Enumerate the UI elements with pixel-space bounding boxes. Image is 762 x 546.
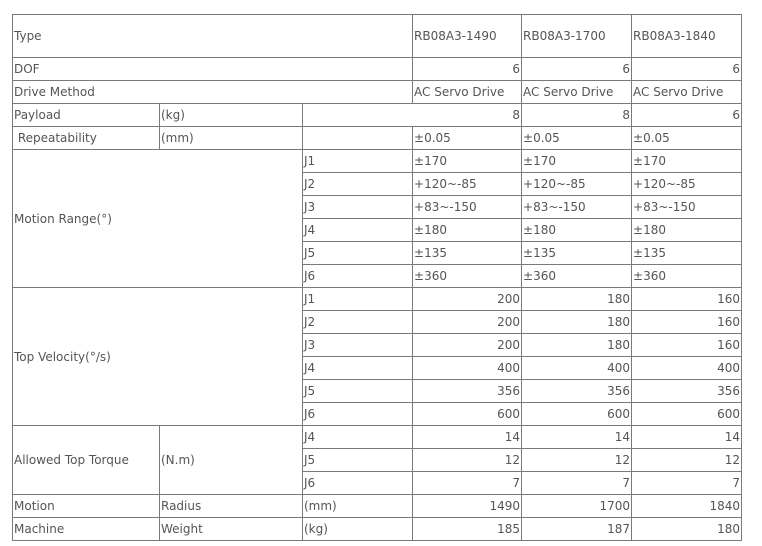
drive-value: AC Servo Drive	[632, 81, 742, 104]
motion-range-value: ±360	[632, 265, 742, 288]
motion-range-value: ±135	[522, 242, 632, 265]
payload-value: 8	[522, 104, 632, 127]
payload-label: Payload	[13, 104, 160, 127]
motion-range-value: ±180	[632, 219, 742, 242]
repeatability-value: ±0.05	[522, 127, 632, 150]
table-row-top-velocity	[13, 288, 742, 311]
radius-value: 1700	[522, 495, 632, 518]
joint-label: J2	[303, 311, 413, 334]
torque-label: Allowed Top Torque	[13, 426, 160, 495]
top-velocity-value: 400	[632, 357, 742, 380]
motion-range-label: Motion Range(°)	[13, 150, 303, 288]
torque-value: 12	[413, 449, 522, 472]
torque-value: 12	[632, 449, 742, 472]
weight-unit: (kg)	[303, 518, 413, 541]
motion-range-value: +120~-85	[413, 173, 522, 196]
top-velocity-value: 600	[632, 403, 742, 426]
top-velocity-value: 160	[632, 288, 742, 311]
motion-range-value: ±170	[413, 150, 522, 173]
motion-label: Motion	[13, 495, 160, 518]
joint-label: J3	[303, 196, 413, 219]
drive-value: AC Servo Drive	[522, 81, 632, 104]
torque-value: 14	[413, 426, 522, 449]
table-row-machine-weight	[13, 518, 742, 541]
spec-table	[12, 14, 742, 541]
joint-label: J6	[303, 403, 413, 426]
radius-value: 1840	[632, 495, 742, 518]
motion-range-value: ±360	[522, 265, 632, 288]
top-velocity-value: 180	[522, 288, 632, 311]
joint-label: J1	[303, 288, 413, 311]
motion-range-value: ±170	[632, 150, 742, 173]
weight-value: 180	[632, 518, 742, 541]
table-row-type	[13, 15, 742, 58]
joint-label: J2	[303, 173, 413, 196]
payload-value: 6	[632, 104, 742, 127]
radius-unit: (mm)	[303, 495, 413, 518]
model-header: RB08A3-1840	[632, 15, 742, 58]
top-velocity-value: 356	[413, 380, 522, 403]
motion-range-value: ±360	[413, 265, 522, 288]
top-velocity-value: 600	[522, 403, 632, 426]
joint-label: J5	[303, 242, 413, 265]
motion-range-value: ±135	[632, 242, 742, 265]
motion-range-value: +120~-85	[632, 173, 742, 196]
top-velocity-value: 200	[413, 288, 522, 311]
joint-label: J6	[303, 265, 413, 288]
joint-label: J1	[303, 150, 413, 173]
model-header: RB08A3-1490	[413, 15, 522, 58]
top-velocity-value: 160	[632, 311, 742, 334]
motion-range-value: +83~-150	[522, 196, 632, 219]
top-velocity-value: 400	[522, 357, 632, 380]
dof-value: 6	[522, 58, 632, 81]
top-velocity-value: 180	[522, 334, 632, 357]
weight-value: 185	[413, 518, 522, 541]
weight-value: 187	[522, 518, 632, 541]
repeatability-value: ±0.05	[632, 127, 742, 150]
torque-value: 7	[413, 472, 522, 495]
table-row-drive	[13, 81, 742, 104]
motion-range-value: +83~-150	[632, 196, 742, 219]
model-header: RB08A3-1700	[522, 15, 632, 58]
dof-label: DOF	[13, 58, 413, 81]
machine-label: Machine	[13, 518, 160, 541]
drive-label: Drive Method	[13, 81, 413, 104]
torque-unit: (N.m)	[160, 426, 303, 495]
drive-value: AC Servo Drive	[413, 81, 522, 104]
radius-label: Radius	[160, 495, 303, 518]
table-row-dof	[13, 58, 742, 81]
joint-label: J5	[303, 380, 413, 403]
repeatability-unit: (mm)	[160, 127, 303, 150]
torque-value: 12	[522, 449, 632, 472]
dof-value: 6	[413, 58, 522, 81]
motion-range-value: +83~-150	[413, 196, 522, 219]
motion-range-value: ±180	[413, 219, 522, 242]
motion-range-value: ±180	[522, 219, 632, 242]
top-velocity-value: 160	[632, 334, 742, 357]
motion-range-value: ±170	[522, 150, 632, 173]
top-velocity-value: 200	[413, 334, 522, 357]
joint-label: J4	[303, 357, 413, 380]
weight-label: Weight	[160, 518, 303, 541]
repeatability-label: Repeatability	[13, 127, 160, 150]
torque-value: 14	[522, 426, 632, 449]
top-velocity-label: Top Velocity(°/s)	[13, 288, 303, 426]
motion-range-value: +120~-85	[522, 173, 632, 196]
empty-cell	[303, 127, 413, 150]
torque-value: 14	[632, 426, 742, 449]
top-velocity-value: 356	[632, 380, 742, 403]
joint-label: J6	[303, 472, 413, 495]
type-label: Type	[13, 15, 413, 58]
top-velocity-value: 180	[522, 311, 632, 334]
top-velocity-value: 600	[413, 403, 522, 426]
top-velocity-value: 200	[413, 311, 522, 334]
torque-value: 7	[632, 472, 742, 495]
top-velocity-value: 400	[413, 357, 522, 380]
joint-label: J4	[303, 219, 413, 242]
top-velocity-value: 356	[522, 380, 632, 403]
table-row-repeatability	[13, 127, 742, 150]
joint-label: J4	[303, 426, 413, 449]
table-row-motion-range	[13, 150, 742, 173]
joint-label: J5	[303, 449, 413, 472]
radius-value: 1490	[413, 495, 522, 518]
table-row-payload	[13, 104, 742, 127]
motion-range-value: ±135	[413, 242, 522, 265]
joint-label: J3	[303, 334, 413, 357]
payload-unit: (kg)	[160, 104, 303, 127]
repeatability-value: ±0.05	[413, 127, 522, 150]
dof-value: 6	[632, 58, 742, 81]
torque-value: 7	[522, 472, 632, 495]
table-row-torque	[13, 426, 742, 449]
table-row-motion-radius	[13, 495, 742, 518]
payload-value: 8	[303, 104, 522, 127]
